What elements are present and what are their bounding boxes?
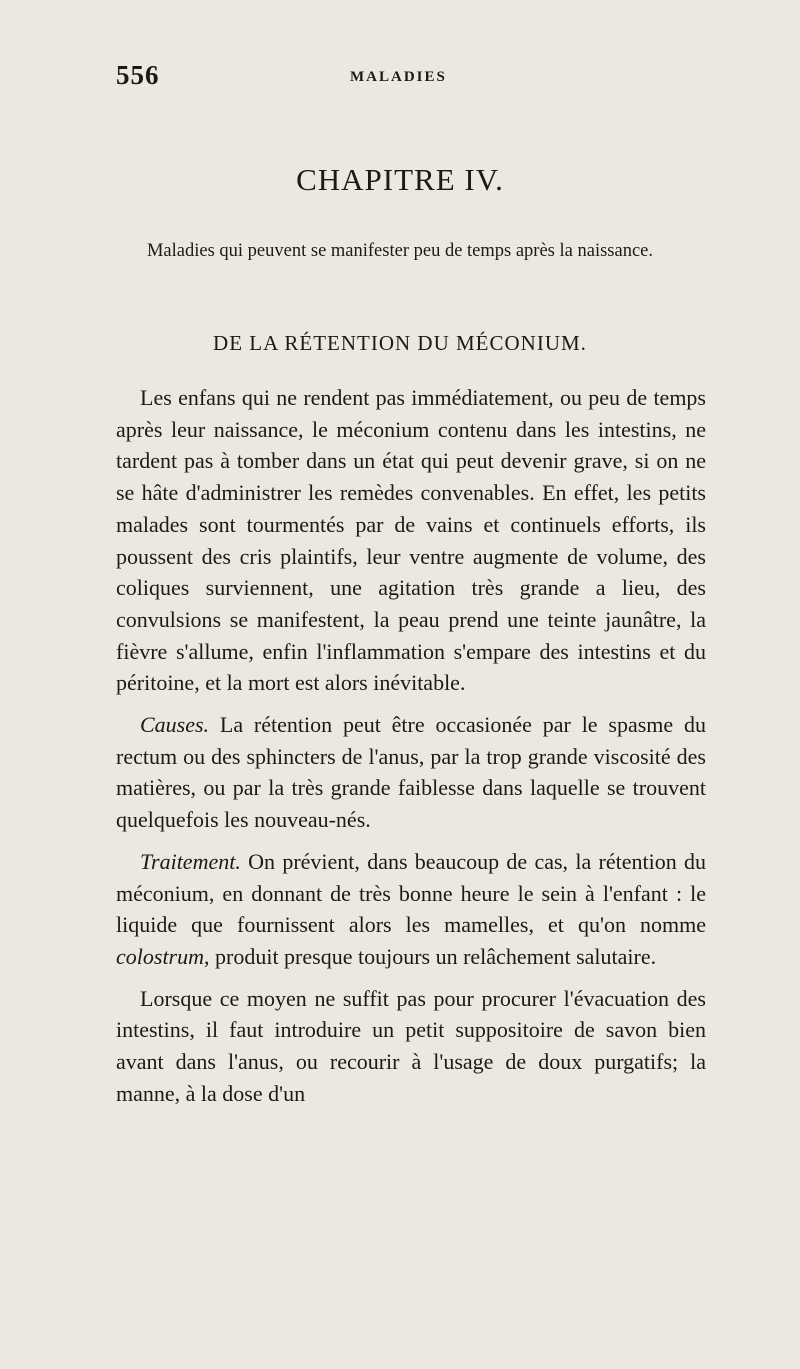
paragraph-intro: Les enfans qui ne rendent pas immédiatement, ou peu de temps après leur naissance, le méconium contenu dans les intestins, ne tardent pas à tomber dans un état qui peut devenir grave, si on ne se hâte d'administrer les remèdes convenables. En effet, les petits malades sont tourmentés par de vains et continuels efforts, ils poussent des cris plaintifs, leur ventre augmente de volume, des coliques surviennent, une agitation très grande a lieu, des convulsions se manifestent, la peau prend une teinte jaunâtre, la fièvre s'allume, enfin l'inflammation s'empare des intestins et du péritoine, et la mort est alors inévitable. [116,385,706,696]
page-header [116,60,716,100]
paragraph-traitement [116,846,706,973]
body-text [116,382,706,1119]
traitement-text-a: On prévient, dans beaucoup de cas, la rétention du méconium, en donnant de très bonne heure le sein à l'enfant : le liquide que fournissent alors les mamelles, et qu'on nomme [116,848,706,938]
chapter-title: CHAPITRE IV. [296,162,504,197]
causes-heading: Causes. [140,712,210,738]
chapter-subtitle: Maladies qui peuvent se manifester peu de temps après la naissance. [146,241,653,261]
colostrum-term: colostrum [116,943,204,969]
running-head: MALADIES [350,69,447,85]
paragraph-evacuation: Lorsque ce moyen ne suffit pas pour procurer l'évacuation des intestins, il faut introduire un petit suppositoire de savon bien avant dans l'anus, ou recourir à l'usage de doux purgatifs; la manne, à la dose d'un [116,985,706,1106]
traitement-text-b: , produit presque toujours un relâchement salutaire. [204,943,657,969]
page-number: 556 [116,60,160,90]
paragraph-causes [116,709,706,836]
causes-text: La rétention peut être occasionée par le spasme du rectum ou des sphincters de l'anus, par la trop grande viscosité des matières, ou par la très grande faiblesse dans laquelle se trouvent quelquefois les nouveau-nés. [116,712,706,833]
section-title: DE LA RÉTENTION DU MÉCONIUM. [213,331,587,355]
traitement-heading: Traitement. [140,848,241,874]
